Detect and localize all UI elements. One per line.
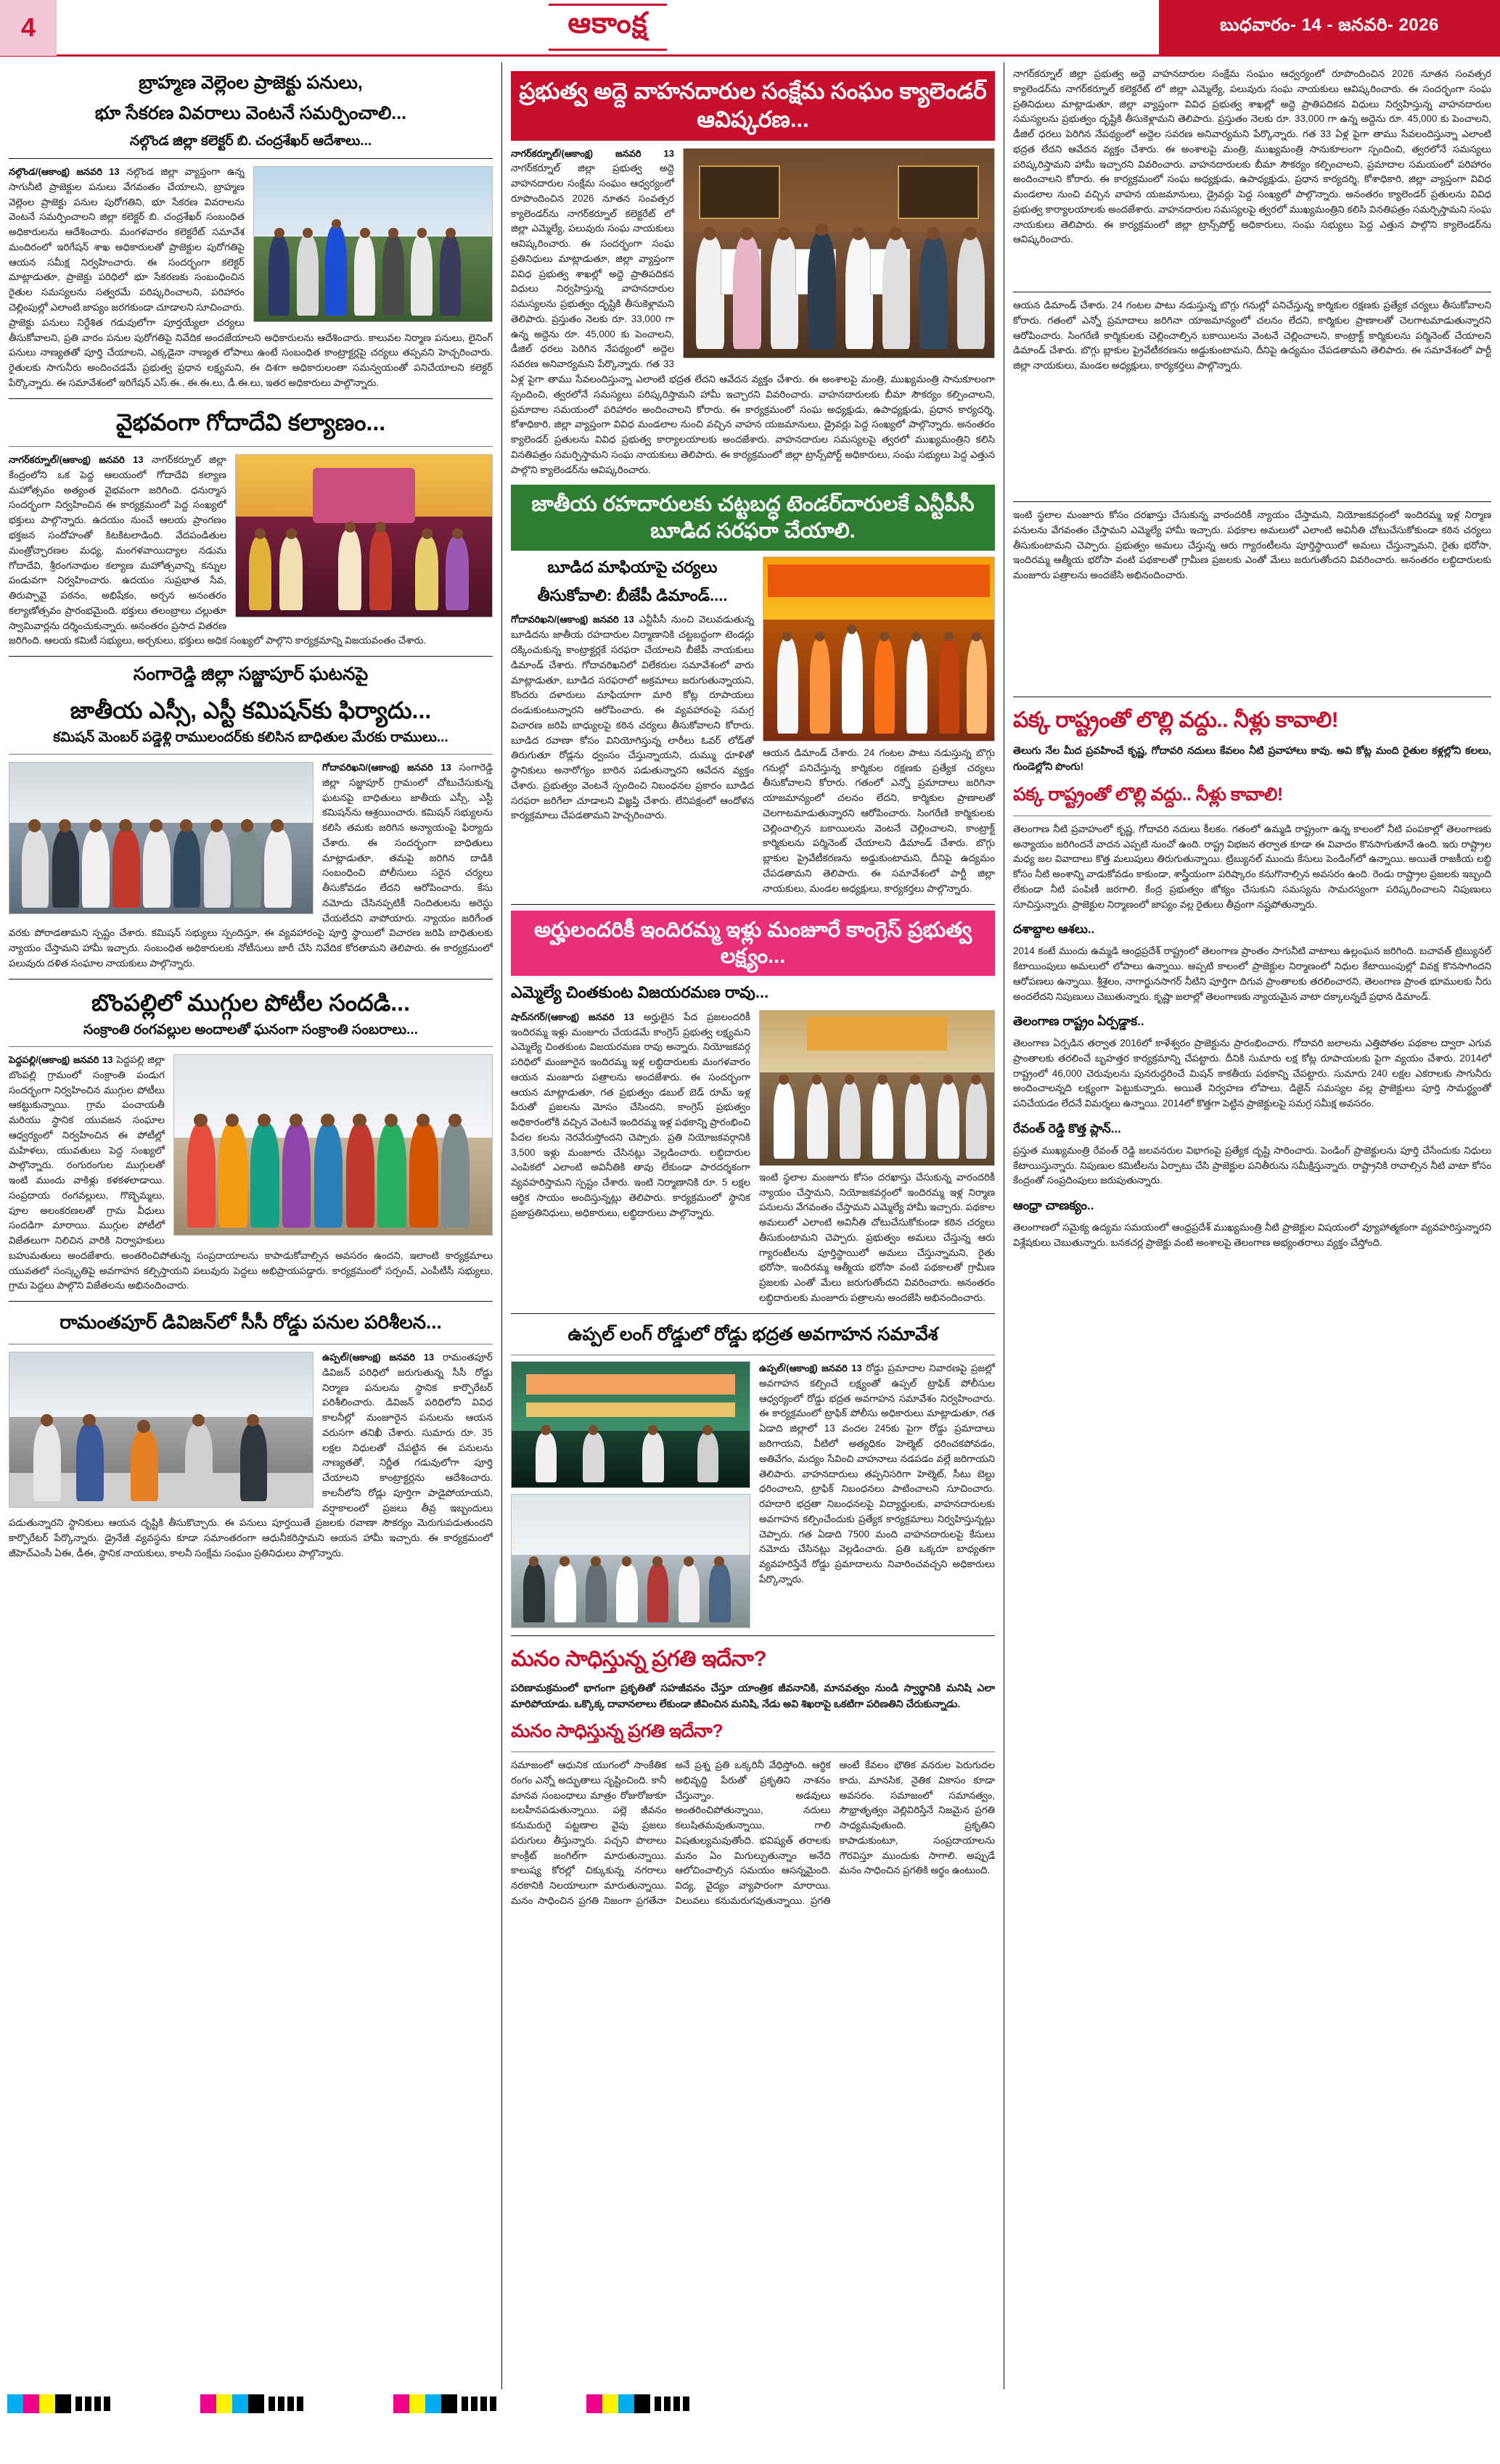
reg-bars [655, 2397, 692, 2411]
road-safety-banner-photo [511, 1361, 750, 1488]
divider [511, 1635, 995, 1636]
feature-section-heading: దశాబ్దాల ఆశలు.. [1013, 922, 1095, 937]
feature-section-text: తెలంగాణలో సమైక్య ఉద్యమ సమయంలో ఆంధ్రప్రదేశ్ ముఖ్యమంత్రి నీటి ప్రాజెక్టుల విషయంలో వ్యూహాత్మకంగా వ్యవహరిస్తున్నారని విశ్లేషకులు చెబుతున్నారు. బనకచర్ల ప్రాజెక్టు వంటి అంశాలపై తెలంగాణ అభ్యంతరాలు వ్యక్తం చేస్తోంది. [1013, 1221, 1491, 1248]
reg-group-3 [393, 2394, 499, 2413]
article-dateline: ఉప్పల్/(ఆకాంక్ష) జనవరి 13 [322, 1352, 435, 1363]
article-indiramma-illu [511, 911, 995, 1306]
divider [1013, 501, 1491, 502]
cc-road-inspection-photo [9, 1352, 313, 1508]
article-body [759, 1361, 995, 1587]
divider [9, 398, 493, 399]
reg-group-1 [7, 2394, 113, 2413]
article-dateline: నాగర్‌కర్నూల్/(ఆకాంక్ష) జనవరి 13 [9, 454, 144, 466]
feature-section-text: 2014 కంటే ముందు ఉమ్మడి ఆంధ్రప్రదేశ్ రాష్ట్రంలో తెలంగాణ ప్రాంతం సాగునీటి వాటాలు ఉల్లంఘన జరిగింది. బచావత్ ట్రిబ్యునల్ కేటాయింపులు అమలులో లోపాలు ఉన్నాయి. అప్పటి కాలంలో ప్రాజెక్టుల నిర్మాణంలో నిధుల కేటాయింపుల్లో వివక్ష కొనసాగిందని ఆరోపణలు ఉన్నాయి. శ్రీశైలం, నాగార్జునసాగర్ నీటిని పూర్తిగా దిగువ ప్రాంతాలకు తరలించారని, తెలంగాణ ప్రాంత భూములకు నీరు అందలేదని నిపుణులు చెబుతున్నారు. కృష్ణా జలాల్లో తెలంగాణకు న్యాయమైన వాటా దక్కాలన్నదే ప్రధాన డిమాండ్. [1013, 945, 1491, 1002]
article-subheadline: కమిషన్ మెంబర్ పడ్డెళ్లి రాములందర్‌కు కలిసిన బాధితుల మేరకు రాములు... [53, 730, 448, 746]
sc-st-commission-photo [9, 762, 313, 914]
article-body-text: ఎన్టీపీసీ నుంచి వెలువడుతున్న బూడిదను జాతీయ రహదారుల నిర్మాణానికి చట్టబద్ధంగా టెండర్లు దక్కించుకున్న కాంట్రాక్టర్లకే సరఫరా చేయాలని బీజేపీ నాయకులు డిమాండ్ చేశారు. గోదావరిఖనిలో విలేకరుల సమావేశంలో వారు మాట్లాడుతూ, బూడిద సరఫరాలో అక్రమాలు జరుగుతున్నాయని, కొందరు దళారులు మాఫియాగా మారి కోట్ల రూపాయలు దండుకుంటున్నారని ఆరోపించారు. ఈ వ్యవహారంపై సమగ్ర విచారణ జరిపి బాధ్యులపై కఠిన చర్యలు తీసుకోవాలని కోరారు. బూడిద రవాణా కోసం వినియోగిస్తున్న లారీలు ఓవర్ లోడ్‌తో తిరుగుతూ రోడ్లను ధ్వంసం చేస్తున్నాయని, దుమ్ము ధూళితో స్థానికులు అనారోగ్యం బారిన పడుతున్నారని ఆవేదన వ్యక్తం చేశారు. ప్రభుత్వం వెంటనే స్పందించి నిబంధనల ప్రకారం బూడిద సరఫరా జరిగేలా చూడాలని విజ్ఞప్తి చేశారు. లేనిపక్షంలో ఆందోళన కార్యక్రమాలు చేపడతామని హెచ్చరించారు. [511, 614, 754, 821]
publication-logo: ఆకాంక్ష [549, 4, 666, 51]
feature-section-text: ప్రస్తుత ముఖ్యమంత్రి రేవంత్ రెడ్డి జలవనరుల విభాగంపై ప్రత్యేక దృష్టి సారించారు. పెండింగ్ ప్రాజెక్టులను పూర్తి చేసేందుకు నిధులు కేటాయిస్తున్నారు. నిపుణుల కమిటీలను ఏర్పాటు చేసి ప్రాజెక్టుల పనితీరును సమీక్షిస్తున్నారు. రాష్ట్రానికి రావాల్సిన నీటి వాటా కోసం కేంద్రంతో సంప్రదింపులు జరుపుతున్నారు. [1013, 1144, 1491, 1186]
article-body-right: ఆయన డిమాండ్ చేశారు. 24 గంటల పాటు నడుస్తున్న బొగ్గు గనుల్లో పనిచేస్తున్న కార్మికుల రక్షణకు ప్రత్యేక చర్యలు తీసుకోవాలని కోరారు. గతంలో ఎన్నో ప్రమాదాలు జరిగినా యాజమాన్యంలో చలనం లేదని, కార్మికుల ప్రాణాలతో చెలగాటమాడుతున్నారని ఆరోపించారు. సింగరేణి కార్మికులకు చెల్లించాల్సిన బకాయిలను వెంటనే చెల్లించాలని, కాంట్రాక్ట్ కార్మికులను పర్మినెంట్ చేయాలని డిమాండ్ చేశారు. బొగ్గు బ్లాకుల ప్రైవేటీకరణను అడ్డుకుంటామని, దీనిపై ఉద్యమం చేపడతామని తెలిపారు. ఈ సమావేశంలో పార్టీ జిల్లా నాయకులు, మండల అధ్యక్షులు, కార్యకర్తలు పాల్గొన్నారు. [763, 747, 995, 894]
divider [511, 904, 995, 905]
article-subheadline-1: బూడిద మాఫియాపై చర్యలు [547, 557, 718, 576]
article-headline: బ్రాహ్మణ వెల్లెంల ప్రాజెక్టు పనులు, [139, 73, 363, 93]
column-middle [502, 62, 1004, 2389]
collector-review-photo [253, 166, 493, 322]
article-road-safety [511, 1320, 995, 1629]
divider [9, 754, 493, 755]
article-body-text: సంగారెడ్డి జిల్లా సజ్జాపూర్ గ్రామంలో చోటుచేసుకున్న ఘటనపై బాధితులు జాతీయ ఎస్సీ, ఎస్టీ కమిషన్‌ను ఆశ్రయించారు. కమిషన్ సభ్యులను కలిసి తమకు జరిగిన అన్యాయంపై ఫిర్యాదు చేశారు. ఈ సందర్భంగా బాధితులు మాట్లాడుతూ, తమపై జరిగిన దాడికి సంబంధించి పోలీసులు సరైన చర్యలు తీసుకోవడం లేదని ఆరోపించారు. కేసు నమోదు చేసినప్పటికీ నిందితులను అరెస్టు చేయలేదని వాపోయారు. న్యాయం జరిగేంత వరకు పోరాడతామని స్పష్టం చేశారు. కమిషన్ సభ్యులు స్పందిస్తూ, ఈ వ్యవహారంపై పూర్తి స్థాయిలో విచారణ జరిపి బాధితులకు న్యాయం చేస్తామని హామీ ఇచ్చారు. సంబంధిత అధికారులకు నోటీసులు జారీ చేసి నివేదిక కోరతామని తెలిపారు. ఈ కార్యక్రమంలో పలువురు దళిత సంఘాల నాయకులు పాల్గొన్నారు. [9, 762, 493, 969]
article-headline-2: జాతీయ ఎస్సీ, ఎస్టీ కమిషన్‌కు ఫిర్యాదు... [70, 697, 432, 723]
article-sangareddy-sc-st [9, 662, 493, 972]
article-banner-headline: అర్హులందరికీ ఇందిరమ్మ ఇళ్లు మంజూరే కాంగ్రెస్ ప్రభుత్వ లక్ష్యం... [511, 911, 995, 977]
indiramma-article-continuation [1013, 508, 1491, 689]
article-headline: రామంతపూర్ డివిజన్‌లో సీసీ రోడ్డు పనుల పరిశీలన... [60, 1311, 442, 1334]
article-dateline: గోదావరిఖని/(ఆకాంక్ష) జనవరి 13 [322, 762, 451, 773]
article-dateline: గోదావరిఖని/(ఆకాంక్ష) జనవరి 13 [511, 614, 634, 625]
muggulu-competition-photo [173, 1054, 493, 1236]
article-body-text: నల్గొండ జిల్లా వ్యాప్తంగా ఉన్న సాగునీటి ప్రాజెక్టుల పనులు వేగవంతం చేయాలని, బ్రాహ్మణ వెల్లెంల ప్రాజెక్టు పనుల పురోగతిని, భూ సేకరణ వివరాలను వెంటనే సమర్పించాలని జిల్లా కలెక్టర్ బి. చంద్రశేఖర్ సంబంధిత అధికారులను ఆదేశించారు. మంగళవారం కలెక్టరేట్ సమావేశ మందిరంలో ఇరిగేషన్ శాఖ అధికారులతో ప్రాజెక్టుల పురోగతిపై ఆయన సమీక్ష నిర్వహించారు. ఈ సందర్భంగా కలెక్టర్ మాట్లాడుతూ, ప్రాజెక్టు పరిధిలో భూ సేకరణకు సంబంధించిన రైతుల సమస్యలను సత్వరమే పరిష్కరించాలని, పరిహారం చెల్లింపుల్లో ఎలాంటి జాప్యం జరగకుండా చూడాలని సూచించారు. ప్రాజెక్టు పనులు నిర్దేశిత గడువులోగా పూర్తయ్యేలా చర్యలు తీసుకోవాలని, ప్రతి వారం పనుల పురోగతిపై నివేదిక అందజేయాలని అధికారులను ఆదేశించారు. కాలువల నిర్మాణ పనులు, లైనింగ్ పనులు నాణ్యతతో పూర్తి చేయాలని, ఎక్కడైనా నాణ్యత లోపాలు ఉంటే సంబంధిత కాంట్రాక్టర్లపై చర్యలు తప్పవని హెచ్చరించారు. రైతులకు సాగునీరు అందించడమే ప్రభుత్వ ప్రధాన లక్ష్యమని, ఈ దిశగా అధికారులంతా సమన్వయంతో పనిచేయాలని కలెక్టర్ పేర్కొన్నారు. ఈ సమావేశంలో ఇరిగేషన్ ఎస్.ఈ., ఈ.ఈ.లు, డీ.ఈ.లు, ఇతర అధికారులు పాల్గొన్నారు. [9, 166, 493, 388]
article-banner-headline: జాతీయ రహదారులకు చట్టబద్ధ టెండర్‌దారులకే ఎన్టీపీసీ బూడిద సరఫరా చేయాలి. [511, 485, 995, 551]
article-headline: బొంపల్లిలో ముగ్గుల పోటీల సందడి... [91, 989, 410, 1016]
divider [511, 1313, 995, 1314]
divider [9, 1046, 493, 1047]
reg-marks [393, 2394, 457, 2413]
feature-standfirst: తెలుగు నేల మీద ప్రవహించే కృష్ణ, గోదావరి నదులు కేవలం నీటి ప్రవాహాలు కావు. అవి కోట్ల మంది రైతుల కళ్లల్లోని కలలు, గుండెల్లోని పొంగు! [1013, 744, 1491, 772]
feature-section-heading: రేవంత్ రెడ్డి కొత్త ప్లాన్... [1013, 1121, 1121, 1136]
article-dateline: పెద్దపల్లి/(ఆకాంక్ష) జనవరి 13 [9, 1054, 113, 1065]
reg-marks [586, 2394, 650, 2413]
article-subheadline: సంక్రాంతి రంగవల్లుల అందాలతో ఘనంగా సంక్రాంతి సంబరాలు... [83, 1022, 418, 1038]
article-standfirst: పరిణామక్రమంలో భాగంగా ప్రకృతితో సహజీవనం చేస్తూ యాంత్రిక జీవనానికి, మానవత్వం నుండి స్వార్థానికి మనిషి ఎలా మారిపోయాడు. ఒక్కొక్క దావానలాలు లేకుండా జీవించిన మనిషి, నేడు అవి శిఖరాపై ఒకటిగా పరిణతిని చేరుకున్నాడు. [511, 1682, 995, 1709]
divider [9, 656, 493, 657]
article-headline: మనం సాధిస్తున్న ప్రగతి ఇదేనా? [511, 1647, 767, 1672]
article-body-right: ఇంటి స్థలాల మంజూరు కోసం దరఖాస్తు చేసుకున్న వారందరికీ న్యాయం చేస్తామని, నియోజకవర్గంలో ఇందిరమ్మ ఇళ్ల నిర్మాణ పనులను వేగవంతం చేస్తామని ఎమ్మెల్యే హామీ ఇచ్చారు. పథకాల అమలులో ఎలాంటి అవినీతి చోటుచేసుకోకుండా కఠిన చర్యలు తీసుకుంటామని చెప్పారు. ప్రభుత్వం అమలు చేస్తున్న ఆరు గ్యారంటీలను పూర్తిస్థాయిలో అమలు చేస్తున్నామని, రైతు భరోసా, ఇందిరమ్మ ఆత్మీయ భరోసా వంటి పథకాలతో గ్రామీణ ప్రజలకు ఎంతో మేలు జరుగుతోందని వివరించారు. అనంతరం లబ్ధిదారులకు మంజూరు పత్రాలను అందజేసి అభినందించారు. [759, 1171, 995, 1303]
reg-bars [75, 2397, 113, 2411]
divider [9, 1301, 493, 1302]
article-body [511, 1010, 750, 1221]
article-dateline: షాద్‌నగర్/(ఆకాంక్ష) జనవరి 13 [511, 1011, 634, 1022]
page-number: 4 [0, 0, 57, 56]
divider [9, 158, 493, 159]
reg-group-2 [200, 2394, 306, 2413]
calendar-article-continuation [1013, 67, 1491, 284]
feature-headline: పక్క రాష్ట్రంతో లొల్లి వద్దు.. నీళ్లు కావాలి! [1013, 708, 1339, 732]
reg-marks [7, 2394, 71, 2413]
article-banner-headline: ప్రభుత్వ అద్దె వాహనదారుల సంక్షేమ సంఘం క్యాలెండర్ ఆవిష్కరణ... [511, 71, 995, 141]
feature-section-heading: ఆంధ్రా చాణక్యం.. [1013, 1199, 1094, 1213]
article-headline-repeat: మనం సాధిస్తున్న ప్రగతి ఇదేనా? [511, 1720, 724, 1741]
article-body-text: పెద్దపల్లి జిల్లా బొంపల్లి గ్రామంలో సంక్రాంతి పండుగ సందర్భంగా నిర్వహించిన ముగ్గుల పోటీలు ఆకట్టుకున్నాయి. గ్రామ పంచాయతీ మరియు స్థానిక యువజన సంఘాల ఆధ్వర్యంలో నిర్వహించిన ఈ పోటీల్లో మహిళలు, యువతులు పెద్ద సంఖ్యలో పాల్గొన్నారు. రంగురంగుల ముగ్గులతో ఇంటి ముందు వాకిళ్లు కళకళలాడాయి. సంప్రదాయ రంగవల్లులు, గొబ్బెమ్మలు, పూల అలంకరణలతో గ్రామ వీధులు సందడిగా మారాయి. ముగ్గుల పోటీలో విజేతలుగా నిలిచిన వారికి నిర్వాహకులు బహుమతులు అందజేశారు. అంతరించిపోతున్న సంప్రదాయాలను కాపాడుకోవాల్సిన అవసరం ఉందని, ఇలాంటి కార్యక్రమాలు యువతలో సంస్కృతిపై అవగాహన కల్పిస్తాయని పలువురు పెద్దలు అభిప్రాయపడ్డారు. కార్యక్రమంలో సర్పంచ్, ఎంపీటీసీ సభ్యులు, గ్రామ పెద్దలు పాల్గొని విజేతలను అభినందించారు. [9, 1054, 493, 1291]
reg-marks [200, 2394, 264, 2413]
divider [9, 979, 493, 980]
article-subheadline: నల్గొండ జిల్లా కలెక్టర్ బి. చంద్రశేఖర్ ఆదేశాలు... [129, 133, 372, 149]
article-headline: ఉప్పల్ లంగ్ రోడ్డులో రోడ్డు భద్రత అవగాహన సమావేశ [567, 1323, 938, 1344]
article-body-text: రామంతపూర్ డివిజన్ పరిధిలో జరుగుతున్న సీసీ రోడ్డు నిర్మాణ పనులను స్థానిక కార్పొరేటర్ పరిశీలించారు. డివిజన్ పరిధిలోని వివిధ కాలనీల్లో మంజూరైన పనులను ఆయన వరుసగా తనిఖీ చేశారు. సుమారు రూ. 35 లక్షల నిధులతో చేపట్టిన ఈ పనులను నాణ్యతతో, నిర్ణీత గడువులోగా పూర్తి చేయాలని కాంట్రాక్టర్లను ఆదేశించారు. కాలనీలోని రోడ్లు పూర్తిగా పాడైపోయాయని, వర్షాకాలంలో ప్రజలు తీవ్ర ఇబ్బందులు పడుతున్నారని స్థానికులు ఆయన దృష్టికి తీసుకొచ్చారు. ఈ పనులు పూర్తయితే ప్రజలకు రవాణా సౌకర్యం మెరుగుపడుతుందని కార్పొరేటర్ పేర్కొన్నారు. డ్రైనేజీ వ్యవస్థను కూడా సమాంతరంగా ఆధునీకరిస్తామని ఆయన హామీ ఇచ్చారు. ఈ కార్యక్రమంలో జీహెచ్ఎంసీ ఏఈ, డీఈ, స్థానిక నాయకులు, కాలనీ సంక్షేమ సంఘం ప్రతినిధులు పాల్గొన్నారు. [9, 1352, 493, 1559]
bjp-press-meet-photo [763, 557, 995, 742]
ntpc-continuation-text: ఆయన డిమాండ్ చేశారు. 24 గంటల పాటు నడుస్తున్న బొగ్గు గనుల్లో పనిచేస్తున్న కార్మికుల రక్షణకు ప్రత్యేక చర్యలు తీసుకోవాలని కోరారు. గతంలో ఎన్నో ప్రమాదాలు జరిగినా యాజమాన్యంలో చలనం లేదని, కార్మికుల ప్రాణాలతో చెలగాటమాడుతున్నారని ఆరోపించారు. సింగరేణి కార్మికులకు చెల్లించాల్సిన బకాయిలను వెంటనే చెల్లించాలని, కాంట్రాక్ట్ కార్మికులను పర్మినెంట్ చేయాలని డిమాండ్ చేశారు. బొగ్గు బ్లాకుల ప్రైవేటీకరణను అడ్డుకుంటామని, దీనిపై ఉద్యమం చేపడతామని తెలిపారు. ఈ సమావేశంలో పార్టీ జిల్లా నాయకులు, మండల అధ్యక్షులు, కార్యకర్తలు పాల్గొన్నారు. [1013, 300, 1491, 371]
article-dateline: ఉప్పల్/(ఆకాంక్ష) జనవరి 13 [759, 1363, 862, 1374]
divider [9, 446, 493, 447]
page-grid [0, 57, 1500, 2389]
ntpc-article-continuation [1013, 298, 1491, 494]
calendar-continuation-text: నాగర్‌కర్నూల్ జిల్లా ప్రభుత్వ అద్దె వాహనదారుల సంక్షేమ సంఘం ఆధ్వర్యంలో రూపొందించిన 2026 నూతన సంవత్సర క్యాలెండర్‌ను నాగర్‌కర్నూల్ కలెక్టరేట్ లో జిల్లా ఎమ్మెల్యే, పలువురు సంఘ నాయకులు ఆవిష్కరించారు. ఈ సందర్భంగా సంఘ ప్రతినిధులు మాట్లాడుతూ, జిల్లా వ్యాప్తంగా వివిధ ప్రభుత్వ శాఖల్లో అద్దె ప్రాతిపదికన విధులు నిర్వహిస్తున్న వాహనదారుల సమస్యలను ప్రభుత్వం దృష్టికి తీసుకెళ్లామని తెలిపారు. ప్రస్తుతం నెలకు రూ. 33,000 గా ఉన్న అద్దెను రూ. 45,000 కు పెంచాలని, డీజిల్ ధరలు పెరిగిన నేపథ్యంలో అద్దెల సవరణ అనివార్యమని పేర్కొన్నారు. గత 33 ఏళ్ల పైగా తాము సేవలందిస్తున్నా ఎలాంటి భద్రత లేదని ఆవేదన వ్యక్తం చేశారు. ఈ అంశాలపై మంత్రి, ముఖ్యమంత్రి సానుకూలంగా స్పందించి, త్వరలోనే సమస్యలు పరిష్కరిస్తామని హామీ ఇచ్చారని వివరించారు. వాహనదారులకు బీమా సౌకర్యం కల్పించాలని, ప్రమాదాల సమయంలో పరిహారం అందించాలని కోరారు. ఈ కార్యక్రమంలో సంఘ అధ్యక్షుడు, ఉపాధ్యక్షుడు, ప్రధాన కార్యదర్శి, కోశాధికారి, జిల్లా వ్యాప్తంగా వివిధ మండలాల నుంచి వచ్చిన వాహన యజమానులు, డ్రైవర్లు పెద్ద సంఖ్యలో పాల్గొన్నారు. అనంతరం క్యాలెండర్ ప్రతులను వివిధ ప్రభుత్వ కార్యాలయాలకు అందజేశారు. వాహనదారుల సమస్యలపై త్వరలో ముఖ్యమంత్రిని కలిసి వినతిపత్రం సమర్పిస్తామని సంఘ నాయకులు తెలిపారు. ఈ కార్యక్రమంలో జిల్లా ట్రాన్స్‌పోర్ట్ అధికారులు, సంఘ సభ్యులు పెద్ద ఎత్తున పాల్గొని క్యాలెండర్‌ను ఆవిష్కరించారు. [1013, 68, 1491, 245]
article-brahmana-vellemla [9, 71, 493, 391]
article-pragathi-edena [511, 1642, 995, 1909]
article-body-text: సమాజంలో ఆధునిక యుగంలో సాంకేతిక రంగం ఎన్నో అద్భుతాలు సృష్టించింది. కానీ మానవ సంబంధాలు మాత్రం రోజురోజుకూ బలహీనపడుతున్నాయి. పల్లె జీవనం కనుమరుగై పట్టణాల వైపు ప్రజలు పరుగులు తీస్తున్నారు. పచ్చని పొలాలు కాంక్రీట్ జంగిల్‌గా మారుతున్నాయి. కాలుష్య కోరల్లో చిక్కుకున్న నగరాలు నరకానికి నిలయాలుగా మారుతున్నాయి. మనం సాధించిన ప్రగతి నిజంగా ప్రగతేనా అనే ప్రశ్న ప్రతి ఒక్కరినీ వేధిస్తోంది. ఆర్థిక అభివృద్ధి పేరుతో ప్రకృతిని నాశనం చేస్తున్నాం. అడవులు అంతరించిపోతున్నాయి, నదులు కలుషితమవుతున్నాయి, గాలి విషతుల్యమవుతోంది. భవిష్యత్ తరాలకు మనం ఏం మిగుల్చుతున్నాం అనేది ఆలోచించాల్సిన సమయం ఆసన్నమైంది. విద్య, వైద్యం వ్యాపారంగా మారాయి. విలువలు కనుమరుగవుతున్నాయి. ప్రగతి అంటే కేవలం భౌతిక వనరుల పెరుగుదల కాదు, మానసిక, నైతిక వికాసం కూడా అవసరం. సమాజంలో సమానత్వం, సౌభ్రాతృత్వం వెల్లివిరిస్తేనే నిజమైన ప్రగతి సాధ్యమవుతుంది. ప్రకృతిని కాపాడుకుంటూ, సంప్రదాయాలను గౌరవిస్తూ ముందుకు సాగాలి. అప్పుడే మనం సాధించిన ప్రగతికి అర్థం ఉంటుంది. [511, 1759, 995, 1906]
article-body [511, 612, 754, 824]
logo-wrap [57, 4, 1159, 51]
article-headline: సంగారెడ్డి జిల్లా సజ్జాపూర్ ఘటనపై [133, 664, 369, 685]
article-subheadline: ఎమ్మెల్యే చింతకుంట విజయరమణ రావు... [511, 983, 769, 1001]
feature-headline-repeat: పక్క రాష్ట్రంతో లొల్లి వద్దు.. నీళ్లు కావాలి! [1013, 784, 1283, 805]
article-headline-2: భూ సేకరణ వివరాలు వెంటనే సమర్పించాలి... [94, 102, 407, 123]
article-body-text: నాగర్‌కర్నూల్ జిల్లా ప్రభుత్వ అద్దె వాహనదారుల సంక్షేమ సంఘం ఆధ్వర్యంలో రూపొందించిన 2026 నూతన సంవత్సర క్యాలెండర్‌ను నాగర్‌కర్నూల్ కలెక్టరేట్ లో జిల్లా ఎమ్మెల్యే, పలువురు సంఘ నాయకులు ఆవిష్కరించారు. ఈ సందర్భంగా సంఘ ప్రతినిధులు మాట్లాడుతూ, జిల్లా వ్యాప్తంగా వివిధ ప్రభుత్వ శాఖల్లో అద్దె ప్రాతిపదికన విధులు నిర్వహిస్తున్న వాహనదారుల సమస్యలను ప్రభుత్వం దృష్టికి తీసుకెళ్లామని తెలిపారు. ప్రస్తుతం నెలకు రూ. 33,000 గా ఉన్న అద్దెను రూ. 45,000 కు పెంచాలని, డీజిల్ ధరలు పెరిగిన నేపథ్యంలో అద్దెల సవరణ అనివార్యమని పేర్కొన్నారు. గత 33 ఏళ్ల పైగా తాము సేవలందిస్తున్నా ఎలాంటి భద్రత లేదని ఆవేదన వ్యక్తం చేశారు. ఈ అంశాలపై మంత్రి, ముఖ్యమంత్రి సానుకూలంగా స్పందించి, త్వరలోనే సమస్యలు పరిష్కరిస్తామని హామీ ఇచ్చారని వివరించారు. వాహనదారులకు బీమా సౌకర్యం కల్పించాలని, ప్రమాదాల సమయంలో పరిహారం అందించాలని కోరారు. ఈ కార్యక్రమంలో సంఘ అధ్యక్షుడు, ఉపాధ్యక్షుడు, ప్రధాన కార్యదర్శి, కోశాధికారి, జిల్లా వ్యాప్తంగా వివిధ మండలాల నుంచి వచ్చిన వాహన యజమానులు, డ్రైవర్లు పెద్ద సంఖ్యలో పాల్గొన్నారు. అనంతరం క్యాలెండర్ ప్రతులను వివిధ ప్రభుత్వ కార్యాలయాలకు అందజేశారు. వాహనదారుల సమస్యలపై త్వరలో ముఖ్యమంత్రిని కలిసి వినతిపత్రం సమర్పిస్తామని సంఘ నాయకులు తెలిపారు. ఈ కార్యక్రమంలో జిల్లా ట్రాన్స్‌పోర్ట్ అధికారులు, సంఘ సభ్యులు పెద్ద ఎత్తున పాల్గొని క్యాలెండర్‌ను ఆవిష్కరించారు. [511, 163, 995, 475]
indiramma-meeting-photo [759, 1010, 995, 1166]
indiramma-continuation-text: ఇంటి స్థలాల మంజూరు కోసం దరఖాస్తు చేసుకున్న వారందరికీ న్యాయం చేస్తామని, నియోజకవర్గంలో ఇందిరమ్మ ఇళ్ల నిర్మాణ పనులను వేగవంతం చేస్తామని ఎమ్మెల్యే హామీ ఇచ్చారు. పథకాల అమలులో ఎలాంటి అవినీతి చోటుచేసుకోకుండా కఠిన చర్యలు తీసుకుంటామని చెప్పారు. ప్రభుత్వం అమలు చేస్తున్న ఆరు గ్యారంటీలను పూర్తిస్థాయిలో అమలు చేస్తున్నామని, రైతు భరోసా, ఇందిరమ్మ ఆత్మీయ భరోసా వంటి పథకాలతో గ్రామీణ ప్రజలకు ఎంతో మేలు జరుగుతోందని వివరించారు. అనంతరం లబ్ధిదారులకు మంజూరు పత్రాలను అందజేసి అభినందించారు. [1013, 509, 1491, 581]
article-body-text: రోడ్డు ప్రమాదాల నివారణపై ప్రజల్లో అవగాహన కల్పించే లక్ష్యంతో ఉప్పల్ ట్రాఫిక్ పోలీసుల ఆధ్వర్యంలో రోడ్డు భద్రత అవగాహన సమావేశం నిర్వహించారు. ఈ కార్యక్రమంలో ట్రాఫిక్ పోలీసు అధికారులు మాట్లాడుతూ, గత ఏడాది జిల్లాలో 13 వందల 245కు పైగా రోడ్డు ప్రమాదాలు జరిగాయని, వీటిలో అత్యధికం హెల్మెట్ ధరించకపోవడం, అతివేగం, మద్యం సేవించి వాహనాలు నడపడం వల్లే జరిగాయని తెలిపారు. వాహనదారులు తప్పనిసరిగా హెల్మెట్, సీటు బెల్టు ధరించాలని, ట్రాఫిక్ నిబంధనలు పాటించాలని సూచించారు. రహదారి భద్రతా నిబంధనలపై విద్యార్థులకు, వాహనదారులకు అవగాహన కల్పించేందుకు ప్రత్యేక కార్యక్రమాలు నిర్వహిస్తున్నట్లు చెప్పారు. గత ఏడాది 7500 మంది వాహనదారులపై కేసులు నమోదు చేసినట్లు వెల్లడించారు. ప్రతి ఒక్కరూ బాధ్యతగా వ్యవహరిస్తేనే రోడ్డు ప్రమాదాలను నివారించవచ్చని అధికారులు పేర్కొన్నారు. [759, 1363, 995, 1585]
reg-bars [269, 2397, 306, 2411]
article-nillu-kavali [1013, 703, 1491, 1250]
article-body-text: అర్హులైన పేద ప్రజలందరికీ ఇందిరమ్మ ఇళ్లు మంజూరు చేయడమే కాంగ్రెస్ ప్రభుత్వ లక్ష్యమని ఎమ్మెల్యే చింతకుంట విజయరమణ రావు అన్నారు. నియోజకవర్గ పరిధిలో మంజూరైన ఇందిరమ్మ ఇళ్ల లబ్ధిదారులకు మంగళవారం ఆయన మంజూరు పత్రాలను అందజేశారు. ఈ సందర్భంగా ఆయన మాట్లాడుతూ, గత ప్రభుత్వం డబుల్ బెడ్ రూమ్ ఇళ్ల పేరుతో ప్రజలను మోసం చేసిందని, కాంగ్రెస్ ప్రభుత్వం అధికారంలోకి వచ్చిన వెంటనే ఇందిరమ్మ ఇళ్ల పథకాన్ని ప్రారంభించి పేదల కలను నెరవేరుస్తోందని చెప్పారు. ప్రతి నియోజకవర్గానికి 3,500 ఇళ్లు మంజూరు చేసినట్లు వెల్లడించారు. లబ్ధిదారుల ఎంపికలో ఎలాంటి అవినీతికి తావు లేకుండా పారదర్శకంగా వ్యవహరిస్తామని స్పష్టం చేశారు. ఇంటి నిర్మాణానికి రూ. 5 లక్షల ఆర్థిక సాయం అందిస్తున్నట్లు తెలిపారు. కార్యక్రమంలో స్థానిక ప్రజాప్రతినిధులు, అధికారులు, లబ్ధిదారులు పాల్గొన్నారు. [511, 1011, 750, 1218]
reg-bars [462, 2397, 499, 2411]
feature-intro-text: తెలంగాణ నీటి ప్రవాహంలో కృష్ణ, గోదావరి నదులు కీలకం. గతంలో ఉమ్మడి రాష్ట్రంగా ఉన్న కాలంలో నీటి పంపకాల్లో తెలంగాణకు అన్యాయం జరిగిందనే వాదన ఎప్పటి నుంచో ఉంది. రాష్ట్ర విభజన తర్వాత కూడా ఈ వివాదం కొనసాగుతూనే ఉంది. ఇరు రాష్ట్రాల మధ్య జల వివాదాలు కొత్త మలుపులు తిరుగుతున్నాయి. ట్రిబ్యునల్ ముందు కేసులు పెండింగ్‌లో ఉన్నాయి. అయితే రాజకీయ లబ్ధి కోసం నీటి అంశాన్ని వాడుకోవడం కాకుండా, శాస్త్రీయంగా పరిష్కారం కనుగొనాల్సిన అవసరం ఉంది. రెండు రాష్ట్రాల ప్రజలకు ఇబ్బంది లేకుండా నీటి పంపిణీ జరగాలి. కేంద్ర ప్రభుత్వం జోక్యం చేసుకుని సమస్యను సామరస్యంగా పరిష్కరించాలని నిపుణులు సూచిస్తున్నారు. ప్రాజెక్టుల నిర్మాణంలో జాప్యం వల్ల రైతులు తీవ్రంగా నష్టపోతున్నారు. [1013, 823, 1491, 910]
reg-group-4 [586, 2394, 692, 2413]
masthead-dateline: బుధవారం- 14 - జనవరి- 2026 [1159, 0, 1500, 56]
registration-bar [0, 2389, 1500, 2418]
article-subheadline-2: తీసుకోవాలి: బీజేపీ డిమాండ్.... [537, 586, 728, 604]
feature-section-heading: తెలంగాణ రాష్ట్రం ఏర్పడ్డాక.. [1013, 1014, 1144, 1029]
article-dateline: నాగర్‌కర్నూల్/(ఆకాంక్ష) జనవరి 13 [511, 147, 674, 159]
godadevi-kalyanam-photo [235, 454, 493, 617]
masthead [0, 0, 1500, 57]
article-ntpc-ash [511, 485, 995, 896]
article-ramanthapur-cc-roads [9, 1307, 493, 1561]
article-bompally-muggulu [9, 985, 493, 1294]
road-safety-meeting-photo [511, 1494, 750, 1628]
article-calendar-release [511, 71, 995, 477]
article-body-text: నాగర్‌కర్నూల్ జిల్లా కేంద్రంలోని ఒక పెద్ద ఆలయంలో గోదాదేవి కల్యాణ మహోత్సవం అత్యంత వైభవంగా జరిగింది. ధనుర్మాస సందర్భంగా నిర్వహించిన ఈ కార్యక్రమంలో పెద్ద సంఖ్యలో భక్తులు పాల్గొన్నారు. ఉదయం నుంచే ఆలయ ప్రాంగణం భక్తజన సందోహంతో కిటకిటలాడింది. వేదపండితుల మంత్రోచ్ఛారణల మధ్య, మంగళవాయిద్యాల నడుమ గోదాదేవి, శ్రీరంగనాథుల కల్యాణ మహోత్సవాన్ని కన్నుల పండువగా నిర్వహించారు. ఉదయం సుప్రభాత సేవ, తిరుప్పావై పఠనం, అభిషేకం, అర్చన అనంతరం కల్యాణోత్సవం ప్రారంభమైంది. భక్తులు తలంబ్రాలు చల్లుతూ స్వామివార్లను దర్శించుకున్నారు. అనంతరం ప్రసాద వితరణ జరిగింది. ఆలయ కమిటీ సభ్యులు, అర్చకులు, భక్తులు అధిక సంఖ్యలో పాల్గొని కార్యక్రమాన్ని విజయవంతం చేశారు. [9, 454, 427, 646]
article-headline: వైభవంగా గోదాదేవి కల్యాణం... [115, 408, 386, 435]
calendar-release-photo [683, 148, 995, 358]
feature-section-text: తెలంగాణ ఏర్పడిన తర్వాత 2016లో కాళేశ్వరం ప్రాజెక్టును ప్రారంభించారు. గోదావరి జలాలను ఎత్తిపోతల పథకాల ద్వారా ఎగువ ప్రాంతాలకు తరలించే బృహత్తర కార్యక్రమాన్ని చేపట్టారు. దీనికి సుమారు లక్ష కోట్ల రూపాయలకు పైగా వ్యయం చేశారు. 2014లో రాష్ట్రంలో 46,000 చెరువులను పునరుద్ధరించే మిషన్ కాకతీయ పథకాన్ని చేపట్టారు. సుమారు 240 లక్షల ఎకరాలకు సాగునీరు అందించాలన్నది లక్ష్యంగా పెట్టుకున్నారు. అయితే నిర్వహణ లోపాలు, డిజైన్ సమస్యల వల్ల ప్రాజెక్టులు పూర్తి సామర్థ్యంతో పనిచేయడం లేదనే విమర్శలు ఉన్నాయి. 2014లో కొత్తగా పెట్టిన ప్రాజెక్టులపై సమగ్ర సమీక్ష అవసరం. [1013, 1038, 1491, 1109]
column-left [0, 62, 502, 2389]
article-godavari-kalyanam [9, 405, 493, 649]
column-right [1004, 62, 1500, 2389]
article-dateline: నల్గొండ/(ఆకాంక్ష) జనవరి 13 [9, 166, 120, 178]
